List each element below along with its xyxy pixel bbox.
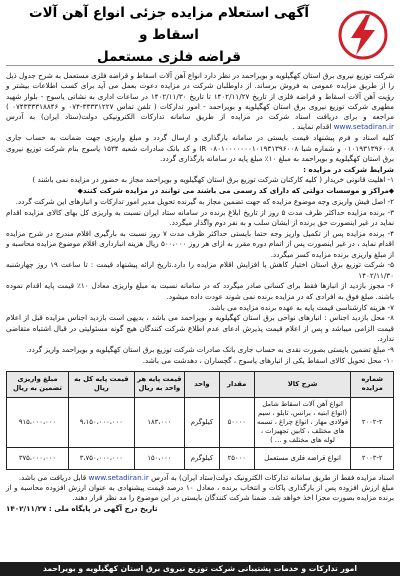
bottom-banner: امور تدارکات و خدمات پشتیبانی شرکت توزیع نیروی برق استان کهگیلویه و بویراحمد	[0, 562, 400, 576]
cell-quantity: ۵۰۰۰۰	[219, 397, 254, 447]
cell-number: ۲۰۰۲-۲	[351, 397, 394, 447]
cell-unit: کیلوگرم	[185, 397, 220, 447]
condition-item: ۶- مجوز بازدید از انبارها فقط برای کسانی صادر میگردد که در سامانه نسبت به مبلغ واریزی معادل ۱۰٪ قیمت پایه اقدام نموده باشند. مبلغ فوق به افرادی که در مزایده برنده نمی شوند عودت داده میشود.	[6, 281, 394, 301]
col-header-total-price: قیمت پایه کل به ریال	[68, 371, 134, 397]
website-link[interactable]: www.setadiran.ir	[333, 122, 394, 132]
header	[6, 4, 394, 66]
intro-tail: اقدام نمایند .	[292, 122, 332, 132]
condition-item: ۳- برنده مزایده حداکثر ظرف مدت ۵ روز از تاریخ ابلاغ برنده در سامانه ستاد ایران نسبت به واریزی کل بهای کالای مزایده اقدام نماید در غیر اینصورت حق برنده از ایشان سلب و به نفر دوم واگذار میگردد.	[6, 207, 394, 228]
cell-description: انواع آهن آلات اسقاط شامل (انواع ابنیه ، برانس، تابلو ، سیم فولادی مهار ، انواع چراغ ، تسمه های مختلف ، کابین تجهیزات ، لوله های مختلف و ... )	[254, 397, 351, 447]
footer-line1-text: اسناد مزایده فقط از طریق سامانه تدارکات الکترونیک دولت(ستاد ایران) به آدرس	[151, 472, 394, 482]
col-header-guarantee: مبلغ واریزی تضمین به ریال	[7, 371, 69, 397]
conditions-title: شرایط شرکت در مزایده :	[303, 164, 394, 174]
condition-item: ۱۰- محل تحویل کالای اسقاط یکی از انبارهای یاسوج ، گچساران ، دهدشت می باشد.	[142, 355, 394, 365]
footer-line1-tail: قابل دریافت می باشد.	[18, 472, 87, 482]
condition-item: ۸- محل بازدید اجناس : انبارهای نواحی برق استان کهگیلویه و بویراحمد می باشد ، بدیهی است بازدید اجناس مزایده قبل از اعلام قیمت الزامی میباشد و پس از اعلام قیمت پذیرش ادعای عدم اطلاع شرکت کنندگان هیچ گونه مسئولیتی در قبال اشتباه متقاضی ندارد.	[6, 313, 394, 343]
col-header-unit: واحد	[185, 371, 220, 397]
condition-item: ۵- شرکت توزیع برق استان اختیار کاهش یا افزایش اقلام مزایده را دارد.تاریخ ارائه پیشنهاد قیمت : تا ساعت ۱۹ روز چهارشنبه ۱۴۰۲/۱۱/۳۰	[6, 260, 394, 280]
col-header-unit-price: قیمت پایه هر واحد به ریال	[134, 371, 184, 397]
title-block	[6, 2, 332, 68]
publish-date: تاریخ درج آگهی در پایگاه ملی : ۱۴۰۲/۱۱/۲۷	[6, 503, 158, 513]
intro-text: شرکت توزیع نیروی برق استان کهگیلویه و بویراحمد در نظر دارد انواع آهن آلات اسقاط و قراضه فلزی مستعمل به شرح جدول ذیل را از طریق مزایده عمومی به فروش برساند. از داوطلبان شرکت در مزایده دعوت بعمل می آید برای کسب اطلاعات بیشتر و رؤیت آهن آلات اسقاط و قراضه فلزی از تاریخ ۱۴۰۲/۱۱/۲۷ تا تاریخ ۱۴۰۲/۱۱/۳۰ در ساعات اداری به نشانی یاسوج - بلوار شهید مطهری شرکت توزیع نیروی برق استان کهگیلویه و بویراحمد - امور تدارکات ( تلفن تماس ۳۳۳۳۱۲۲۷-۰۷۴ و ۰۷۴۳۳۳۳۱۸۸۴۶ ) مراجعه و برای دریافت اسناد شرکت در مزایده از طریق سامانه تدارکات الکترونیکی دولت(ستاد ایران) به آدرس	[6, 71, 394, 122]
cell-total-price: ۹،۱۵۰،۰۰۰،۰۰۰	[68, 397, 134, 447]
cell-quantity: ۲۵۰۰۰	[219, 447, 254, 469]
cell-number: ۲۰۰۳-۲	[351, 447, 394, 469]
page-title: آگهی استعلام مزایده جزئی انواع آهن آلات اسقاط و	[29, 4, 309, 43]
page-subtitle: قراضه فلزی مستعمل	[97, 48, 241, 65]
col-header-description: شرح کالا	[254, 371, 351, 397]
table-row	[7, 447, 394, 469]
auction-table	[6, 371, 394, 470]
col-header-number: شماره مزایده	[351, 371, 394, 397]
footer-website-link[interactable]: www.setadiran.ir	[88, 472, 149, 482]
table-header-row	[7, 371, 394, 397]
cell-unit-price: ۱۵۰،۰۰۰	[134, 447, 184, 469]
cell-guarantee: ۹۱۵،۰۰۰،۰۰۰	[7, 397, 69, 447]
footer-line-documents	[6, 473, 394, 483]
footer-notes	[6, 473, 394, 514]
condition-item: ۲- اصل فیش واریزی وجه موضوع مزایده که جهت تضمین مجاز به گیرنده تحویل مدیر امور تدارکات و انبارهای این شرکت گردد.	[15, 197, 394, 207]
intro-paragraph	[6, 71, 394, 133]
cell-description: انواع قراضه فلزی مستعمل	[254, 447, 351, 469]
deposit-paragraph: کلیه اسناد و فرم پیشنهاد قیمت بایستی در سامانه بارگذاری و ارسال گردد و مبلغ واریزی جهت ضمانت به حساب جاری ۰۱۰۱۹۳۱۳۹۶۰۰۸ و شماره شبا IR ۰۸۰۱۰۰۰۰۰۰۰۱۰۱۹۳۱۳۹۶۰۰۸ و کد بانک سادرات شعبه ۱۵۳۴ یاسوج بنام شرکت توزیع نیروی برق استان کهگیلویه و بویراحمد به مبلغ ۱۰٪ مبلغ پایه در سامانه بارگذاری گردد.	[6, 133, 394, 163]
col-header-quantity: مقدار	[219, 371, 254, 397]
footer-line-vat: مبلغ ارزش افزوده پس از بارگذاری پاکات و انتخاب برنده ، معادل ۱۰ درصد قیمت پیشنهادی به عنوان ارزش افزوده محاسبه و از برنده مزایده بصورت مجزا اخذ خواهد شد. ضمنا شرکت کنندگان بایستی در این موضوع را مد نظر قرار دهند.	[6, 483, 394, 503]
table-row	[7, 397, 394, 447]
condition-item: ۷- هزینه کارشناسی قیمت پایه به عهده برنده مزایده می باشد.	[208, 302, 394, 312]
cell-guarantee: ۳۷۵،۰۰۰،۰۰۰	[7, 447, 69, 469]
cell-unit: کیلوگرم	[185, 447, 220, 469]
condition-item: ۴- برنده مزایده پس از تکمیل واریز وجه حتما بایستی حداکثر ظرف مدت ۷ روز نسبت به بارگیری اقلام مندرج در شرح مزایده اقدام نماید ، در غیر اینصورت پس از اتمام دوره مقرر به ازای هر روز ۵۰۰،۰۰۰ ریال هزینه انبارداری اقلام موضوع مزایده محاسبه و از مبلغ واریزی برنده مزایده کسر میگردد.	[6, 228, 394, 259]
condition-note: ⬥مراکز و موسسات دولتی که دارای کد رسمی می باشند می توانند در مزایده شرکت کنند⬥	[77, 186, 394, 196]
condition-item: ۱- اهلیت قانونی خریدار ( کلیه کارکنان شرکت توزیع برق استان کهگیلویه و بویراحمد مجاز به حضور در مزایده نمی باشند )	[32, 175, 394, 185]
cell-unit-price: ۱۸۳،۰۰۰	[134, 397, 184, 447]
company-logo-icon	[332, 8, 394, 62]
condition-item: ۹- مبلغ تضمین بایستی بصورت نقدی به حساب جاری بانک صادرات شرکت توزیع برق استان کهگیلویه و بویراحمد واریز گردد.	[26, 344, 394, 354]
cell-total-price: ۳،۷۵۰،۰۰۰،۰۰۰	[68, 447, 134, 469]
announcement-body	[6, 71, 394, 366]
